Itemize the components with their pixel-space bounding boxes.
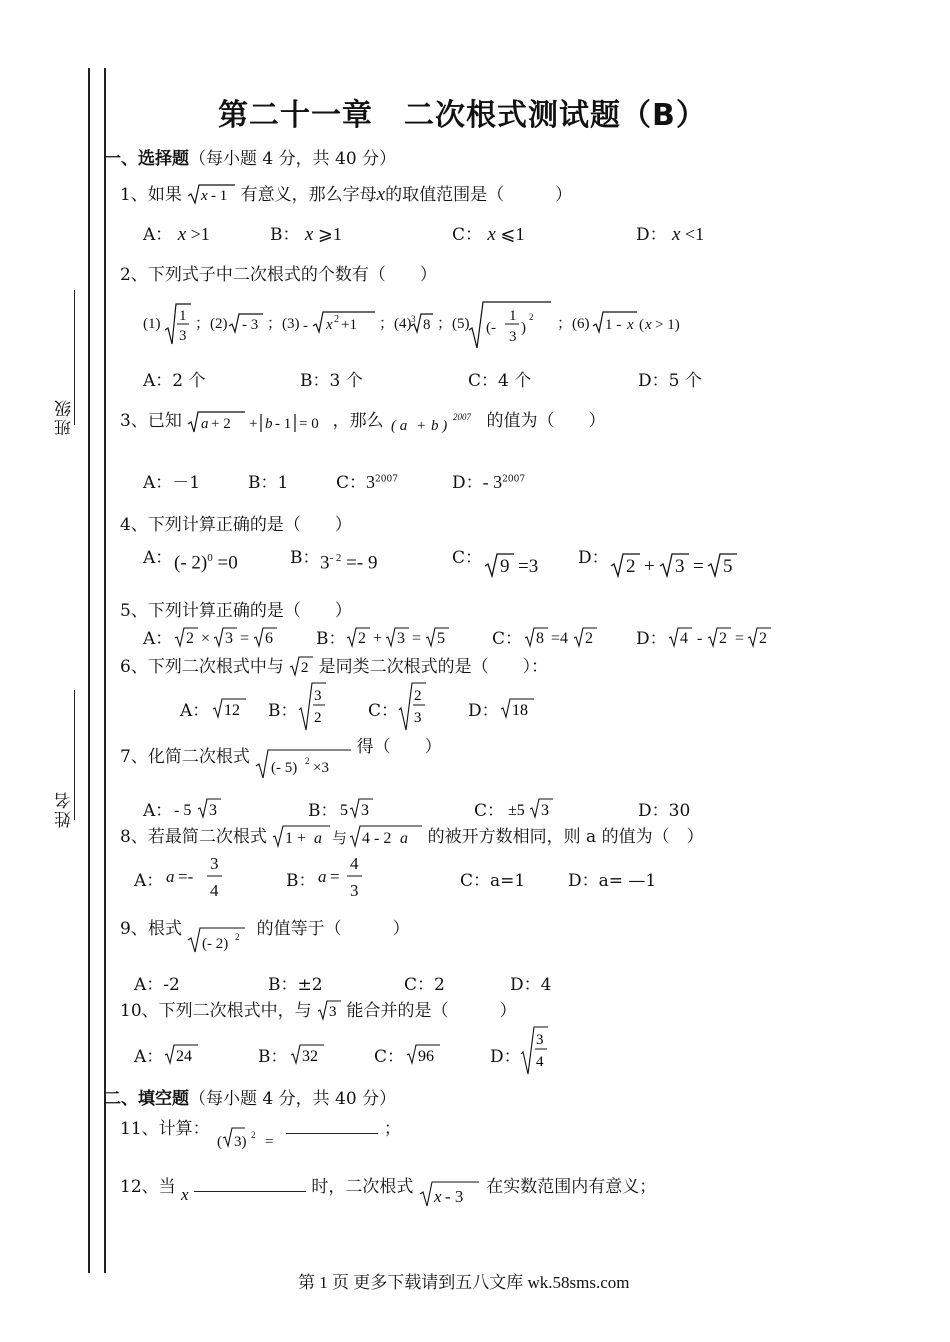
svg-text:3: 3 [411, 314, 416, 324]
q5-option-c[interactable]: C： [492, 629, 523, 649]
q3-option-a[interactable]: A：－1 [143, 473, 201, 493]
q4-option-c[interactable]: C： [452, 548, 483, 568]
question-6: 6、下列二次根式中与 2 是同类二次根式的是（ ）： [120, 657, 549, 677]
q8-option-a[interactable]: A： [134, 871, 164, 891]
svg-text:(1): (1) [143, 316, 161, 332]
q10-option-a[interactable]: A： [134, 1047, 164, 1067]
svg-text:2: 2 [301, 660, 309, 676]
q3-option-b[interactable]: B：1 [248, 473, 289, 493]
svg-text:1: 1 [509, 308, 517, 324]
q8-option-d[interactable]: D：a= —1 [568, 871, 657, 891]
q3-equation [187, 408, 327, 434]
q7-option-b-expr [338, 796, 386, 820]
q2-expressions [143, 298, 723, 355]
q6-option-d-expr [500, 696, 540, 720]
svg-text:1: 1 [179, 308, 187, 324]
svg-text:+: + [417, 418, 426, 434]
svg-text:> 1): > 1) [655, 317, 680, 333]
svg-text:b: b [265, 416, 273, 432]
svg-text:4: 4 [536, 1054, 544, 1070]
q6-option-b-expr [298, 680, 330, 732]
q8-option-b[interactable]: B： [286, 871, 316, 891]
svg-text:2: 2 [251, 1130, 256, 1140]
q4-option-b-expr: $3^{- 2} =- 9$ [320, 552, 378, 574]
svg-text:2: 2 [529, 312, 534, 322]
svg-text:- 1: - 1 [275, 416, 292, 432]
q10-option-a-expr [164, 1042, 204, 1066]
svg-text:(: ( [639, 317, 644, 333]
svg-text:x: x [627, 317, 634, 333]
q4-option-c-expr [484, 550, 554, 578]
svg-text:=: = [265, 1134, 274, 1150]
q1-option-c[interactable]: C： x ⩽1 [452, 224, 525, 245]
page-title: 第二十一章 二次根式测试题（B） [218, 98, 707, 133]
section-2-note: （每小题 4 分，共 40 分） [189, 1089, 397, 1109]
q5-option-c-expr [524, 625, 614, 649]
q2-expr-svg [143, 298, 723, 350]
svg-text:a: a [201, 416, 209, 432]
q2-option-d[interactable]: D：5 个 [638, 371, 702, 391]
section-2-heading: 二、填空题 [104, 1089, 189, 1109]
svg-text:(- 5): (- 5) [271, 760, 298, 776]
q1-option-d[interactable]: D： x <1 [636, 224, 705, 245]
question-2: 2、下列式子中二次根式的个数有（ ） [120, 265, 437, 285]
question-5: 5、下列计算正确的是（ ） [120, 601, 352, 621]
svg-text:与: 与 [332, 829, 348, 847]
svg-text:2: 2 [314, 710, 322, 726]
q6-radical [289, 655, 313, 677]
section-1-note: （每小题 4 分，共 40 分） [189, 149, 397, 169]
q6-option-c[interactable]: C： [368, 701, 399, 721]
svg-text:=4: =4 [551, 630, 569, 647]
q2-option-b[interactable]: B：3 个 [300, 371, 363, 391]
q9-option-a[interactable]: A：-2 [134, 975, 180, 995]
section-1-header [104, 144, 396, 169]
svg-text:x: x [201, 188, 208, 204]
svg-text:2: 2 [626, 556, 636, 577]
q8-radicals [272, 823, 422, 849]
q10-option-c[interactable]: C： [374, 1047, 405, 1067]
svg-text:- 5: - 5 [174, 802, 192, 819]
svg-text:2: 2 [719, 630, 727, 647]
svg-text:；(3): ；(3) [267, 316, 300, 332]
svg-text:- 3: - 3 [242, 317, 259, 333]
svg-text:4 - 2: 4 - 2 [362, 830, 392, 847]
svg-text:( a: ( a [391, 418, 408, 434]
svg-text:32: 32 [302, 1048, 318, 1065]
q8-option-a-expr [164, 852, 234, 902]
svg-text:x: x [645, 317, 652, 333]
svg-text:a: a [400, 830, 409, 847]
svg-text:2: 2 [235, 932, 240, 942]
svg-text:1 -: 1 - [605, 317, 622, 333]
svg-text:=-: =- [178, 867, 194, 886]
svg-text:2: 2 [186, 630, 194, 647]
svg-text:2: 2 [358, 630, 366, 647]
svg-text:a: a [318, 867, 327, 886]
svg-text:-: - [303, 318, 308, 334]
svg-text:x: x [433, 1187, 442, 1206]
q9-radical [187, 920, 251, 954]
question-3: 3、已知 a + 2 + b - 1 = 0 ，那么 ( a + b ) 2007 的值为（ ） [120, 406, 605, 436]
svg-text:(- 2): (- 2) [202, 936, 229, 952]
svg-text:3): 3) [234, 1134, 247, 1150]
q10-option-c-expr [406, 1042, 446, 1066]
svg-text:5: 5 [340, 802, 348, 819]
q6-option-b[interactable]: B： [268, 701, 298, 721]
svg-text:96: 96 [418, 1048, 434, 1065]
svg-text:8: 8 [423, 317, 431, 333]
q10-option-d-expr [520, 1024, 552, 1076]
svg-text:3: 3 [209, 802, 217, 819]
question-10: 10、下列二次根式中，与 3 能合并的是（ ） [120, 1001, 517, 1021]
q4-option-d[interactable]: D： [578, 548, 609, 568]
svg-text:+: + [373, 630, 383, 647]
question-1: 1、如果 x - 1 有意义，那么字母x的取值范围是（ ） [120, 184, 573, 205]
svg-text:3: 3 [210, 854, 219, 873]
q4-option-b[interactable]: B： [290, 548, 320, 568]
q10-option-d[interactable]: D： [490, 1047, 521, 1067]
page-footer: 第 1 页 更多下载请到五八文库 wk.58sms.com [298, 1273, 630, 1292]
svg-text:2: 2 [305, 756, 310, 766]
q1-option-b[interactable]: B： x ⩾1 [270, 224, 342, 245]
svg-text:3: 3 [361, 802, 369, 819]
svg-text:= 0: = 0 [299, 416, 319, 432]
svg-text:6: 6 [265, 630, 273, 647]
q12-radical [419, 1176, 481, 1208]
svg-text:4: 4 [680, 630, 688, 647]
svg-text:3: 3 [397, 630, 405, 647]
text-index [0, 0, 1, 1]
q5-option-d-expr [668, 625, 783, 649]
svg-text:a: a [166, 867, 175, 886]
q6-option-d[interactable]: D： [468, 701, 499, 721]
question-4: 4、下列计算正确的是（ ） [120, 515, 352, 535]
svg-text:3: 3 [225, 630, 233, 647]
svg-text:8: 8 [536, 630, 544, 647]
svg-text:12: 12 [224, 702, 240, 719]
question-11: 11、计算： ( 3) 2 = ； [120, 1119, 401, 1150]
svg-text:4: 4 [350, 854, 359, 873]
q5-option-a-expr [174, 625, 289, 649]
q3-power-expr [389, 406, 481, 436]
svg-text:=: = [330, 867, 340, 886]
q7-radical [255, 746, 351, 780]
q3-option-c[interactable]: C：$3^{2007}$ [336, 472, 398, 493]
svg-text:x: x [326, 317, 333, 333]
svg-text:(-: (- [486, 320, 496, 336]
q5-option-a[interactable]: A： [143, 629, 173, 649]
question-8: 8、若最简二次根式 1 + a 与 4 - 2 a 的被开方数相同，则 a 的值为（ ） [120, 822, 704, 849]
svg-text:2: 2 [414, 688, 422, 704]
svg-text:24: 24 [176, 1048, 192, 1065]
svg-text:；(6): ；(6) [557, 316, 590, 332]
svg-text:=: = [412, 630, 422, 647]
q7-option-b[interactable]: B： [308, 801, 338, 821]
section-1-heading: 一、选择题 [104, 149, 189, 169]
q9-option-b[interactable]: B：±2 [268, 975, 323, 995]
binding-line-outer [88, 68, 90, 1273]
svg-text:9: 9 [500, 556, 510, 577]
svg-text:2007: 2007 [453, 412, 472, 422]
q4-option-a[interactable]: A： [143, 548, 173, 568]
svg-text:2: 2 [585, 630, 593, 647]
q4-option-a-expr: (- 2)$^0$ =0 [174, 552, 238, 574]
svg-text:3: 3 [541, 802, 549, 819]
q7-option-a[interactable]: A： [143, 801, 173, 821]
q1-option-a[interactable]: A： x >1 [143, 224, 210, 245]
q10-option-b-expr [290, 1042, 330, 1066]
svg-text:b ): b ) [431, 418, 448, 434]
name-label: 姓名 [55, 790, 75, 828]
q3-option-d[interactable]: D：- $3^{2007}$ [452, 472, 526, 493]
q5-option-d[interactable]: D： [636, 629, 667, 649]
svg-text:+ 2: + 2 [211, 416, 231, 432]
svg-text:5: 5 [437, 630, 445, 647]
svg-text:=: = [240, 630, 250, 647]
q6-option-a[interactable]: A： [180, 701, 210, 721]
q5-option-b[interactable]: B： [316, 629, 346, 649]
svg-text:=: = [735, 630, 745, 647]
svg-text:×3: ×3 [313, 760, 330, 776]
q6-option-a-expr [212, 696, 252, 720]
svg-text:1 +: 1 + [285, 830, 307, 847]
svg-text:=: = [693, 556, 704, 577]
svg-text:3: 3 [536, 1032, 544, 1048]
svg-text:2: 2 [759, 630, 767, 647]
svg-text:+: + [644, 556, 655, 577]
svg-text:a: a [314, 830, 323, 847]
question-7: 7、化简二次根式 (- 5) 2 ×3 得（ ） [120, 742, 442, 780]
q11-answer-blank[interactable] [286, 1123, 378, 1134]
section-2-header [104, 1084, 396, 1109]
svg-text:+1: +1 [341, 317, 357, 333]
svg-text:+: + [249, 416, 258, 432]
q7-option-c-expr [506, 796, 566, 820]
svg-text:3: 3 [675, 556, 685, 577]
question-12: 12、当 x 时，二次根式 x - 3 在实数范围内有意义； [120, 1177, 657, 1206]
svg-text:18: 18 [512, 702, 528, 719]
svg-text:-: - [697, 630, 703, 647]
svg-text:；(5): ；(5) [437, 316, 470, 332]
q7-option-c[interactable]: C： [474, 801, 505, 821]
question-9: 9、根式 (- 2) 2 的值等于（ ） [120, 919, 410, 952]
svg-text:(: ( [217, 1134, 223, 1150]
svg-text:3: 3 [179, 328, 187, 344]
q9-option-c[interactable]: C：2 [404, 975, 445, 995]
q7-option-a-expr [172, 796, 232, 820]
svg-text:±5: ±5 [508, 802, 525, 819]
svg-text:3: 3 [414, 710, 422, 726]
class-label: 班级 [55, 398, 75, 436]
svg-text:3: 3 [350, 881, 359, 900]
svg-text:；(4): ；(4) [379, 316, 412, 332]
svg-text:- 3: - 3 [444, 1187, 464, 1206]
q9-option-d[interactable]: D：4 [510, 975, 552, 995]
svg-text:3: 3 [509, 329, 517, 345]
q1-radical [187, 183, 235, 205]
svg-text:5: 5 [723, 556, 733, 577]
svg-text:- 1: - 1 [211, 188, 228, 204]
q10-radical [317, 999, 341, 1021]
q11-expr [215, 1120, 281, 1150]
q7-option-d[interactable]: D：30 [638, 801, 691, 821]
svg-text:×: × [201, 630, 211, 647]
q10-option-b[interactable]: B： [258, 1047, 288, 1067]
name-blank-line[interactable] [74, 690, 75, 820]
q6-option-c-expr [398, 680, 430, 732]
q2-option-a[interactable]: A：2 个 [143, 371, 206, 391]
q5-option-b-expr [346, 625, 461, 649]
svg-text:): ) [521, 320, 526, 336]
svg-text:4: 4 [210, 881, 219, 900]
svg-text:3: 3 [314, 688, 322, 704]
svg-text:=3: =3 [518, 556, 539, 577]
q12-answer-blank[interactable] [194, 1177, 306, 1192]
svg-text:2: 2 [334, 314, 339, 325]
q4-option-d-expr [610, 550, 740, 578]
svg-text:；(2): ；(2) [195, 316, 228, 332]
q2-option-c[interactable]: C：4 个 [468, 371, 532, 391]
class-blank-line[interactable] [74, 290, 75, 425]
svg-text:3: 3 [329, 1004, 337, 1020]
q8-option-c[interactable]: C：a=1 [460, 871, 526, 891]
q8-option-b-expr [316, 852, 376, 902]
